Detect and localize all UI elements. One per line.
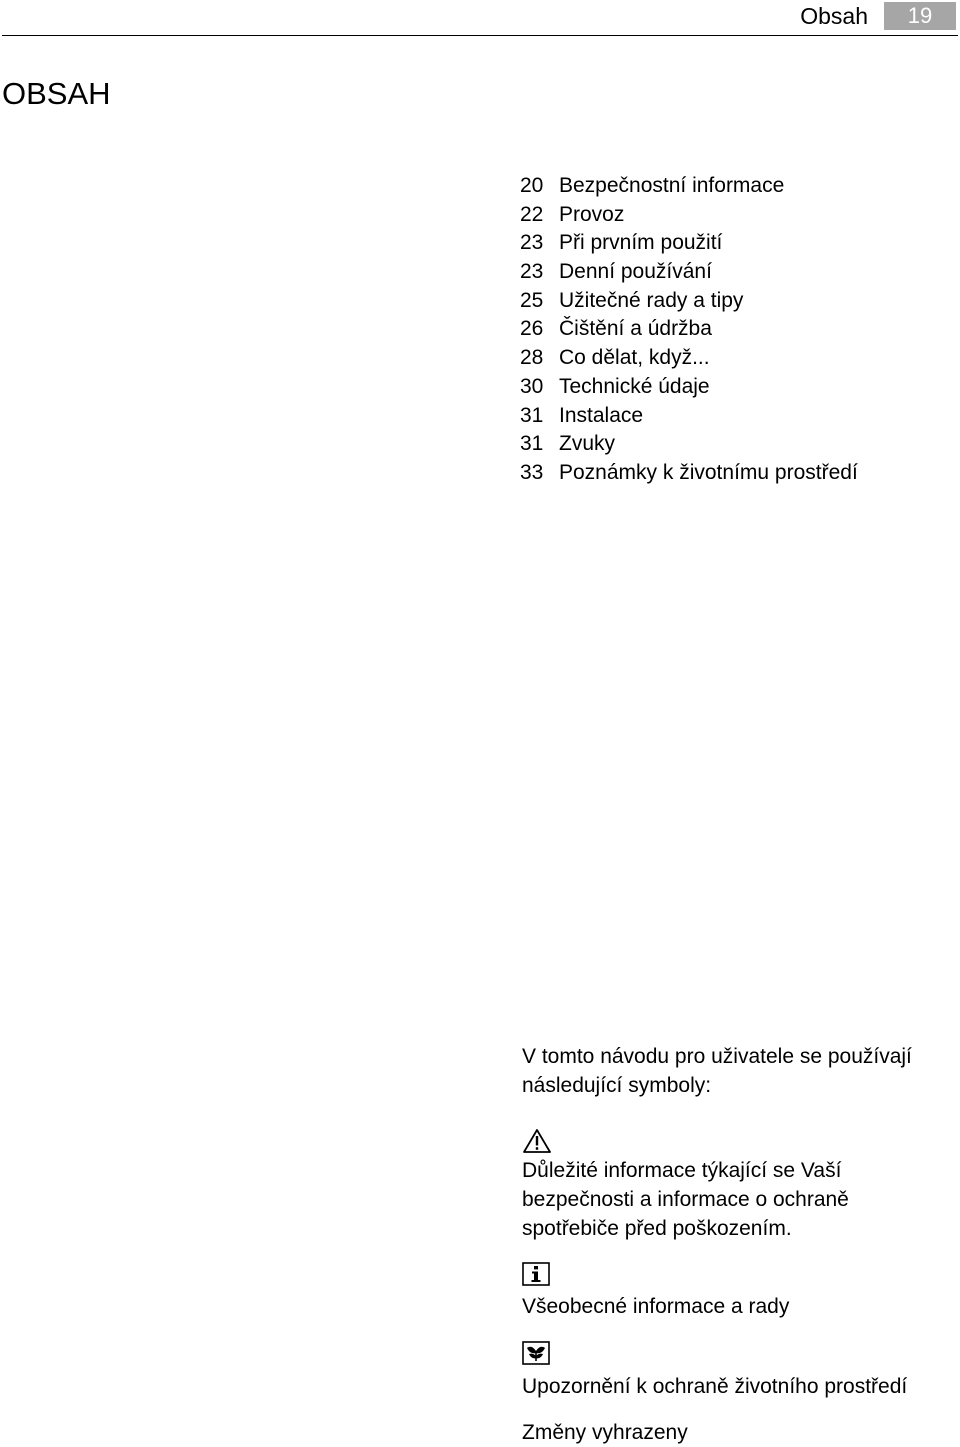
toc-page-number: 31 — [520, 432, 544, 456]
header-title: Obsah — [800, 3, 868, 29]
toc-entry[interactable] — [520, 344, 858, 373]
toc-page-number: 25 — [520, 288, 544, 312]
info-text: Všeobecné informace a rady — [522, 1295, 790, 1318]
info-icon — [522, 1262, 550, 1286]
toc-label: Provoz — [559, 202, 625, 226]
toc-label: Užitečné rady a tipy — [559, 288, 744, 312]
environment-text: Upozornění k ochraně životního prostředí — [522, 1375, 908, 1398]
toc-entry[interactable] — [520, 430, 858, 459]
toc-page-number: 30 — [520, 374, 544, 398]
toc-label: Co dělat, když... — [559, 346, 710, 370]
toc-page-number: 23 — [520, 231, 544, 255]
toc-label: Denní používání — [559, 260, 712, 284]
toc-page-number: 33 — [520, 460, 544, 484]
toc-entry[interactable] — [520, 459, 858, 488]
toc-label: Poznámky k životnímu prostředí — [559, 460, 858, 484]
toc-label: Čištění a údržba — [559, 317, 712, 341]
warning-triangle-icon — [522, 1128, 552, 1154]
page-title: OBSAH — [2, 76, 111, 111]
toc-page-number: 28 — [520, 346, 544, 370]
toc-entry[interactable] — [520, 315, 858, 344]
toc-label: Při prvním použití — [559, 231, 723, 255]
warning-text: Důležité informace týkající se Vaší bezpečnosti a informace o ochraně spotřebiče před poškozením. — [522, 1159, 849, 1240]
legend-intro: V tomto návodu pro uživatele se používají následující symboly: — [522, 1045, 912, 1097]
toc-label: Instalace — [559, 403, 644, 427]
header-rule — [2, 35, 958, 36]
toc-entry[interactable] — [520, 402, 858, 431]
toc-entry[interactable] — [520, 201, 858, 230]
toc-entry[interactable] — [520, 229, 858, 258]
toc-entry[interactable] — [520, 172, 858, 201]
toc-label: Technické údaje — [559, 374, 710, 398]
environment-leaf-icon — [522, 1341, 550, 1365]
toc-page-number: 22 — [520, 202, 544, 226]
table-of-contents — [520, 172, 858, 488]
toc-page-number: 23 — [520, 260, 544, 284]
page-number: 19 — [884, 2, 956, 30]
toc-page-number: 20 — [520, 174, 544, 197]
toc-page-number: 31 — [520, 403, 544, 427]
toc-label: Zvuky — [559, 432, 616, 456]
page-header — [0, 0, 960, 38]
toc-entry[interactable] — [520, 258, 858, 287]
changes-reserved-text: Změny vyhrazeny — [522, 1421, 688, 1444]
toc-page-number: 26 — [520, 317, 544, 341]
toc-entry[interactable] — [520, 287, 858, 316]
toc-label: Bezpečnostní informace — [559, 174, 785, 197]
toc-entry[interactable] — [520, 373, 858, 402]
